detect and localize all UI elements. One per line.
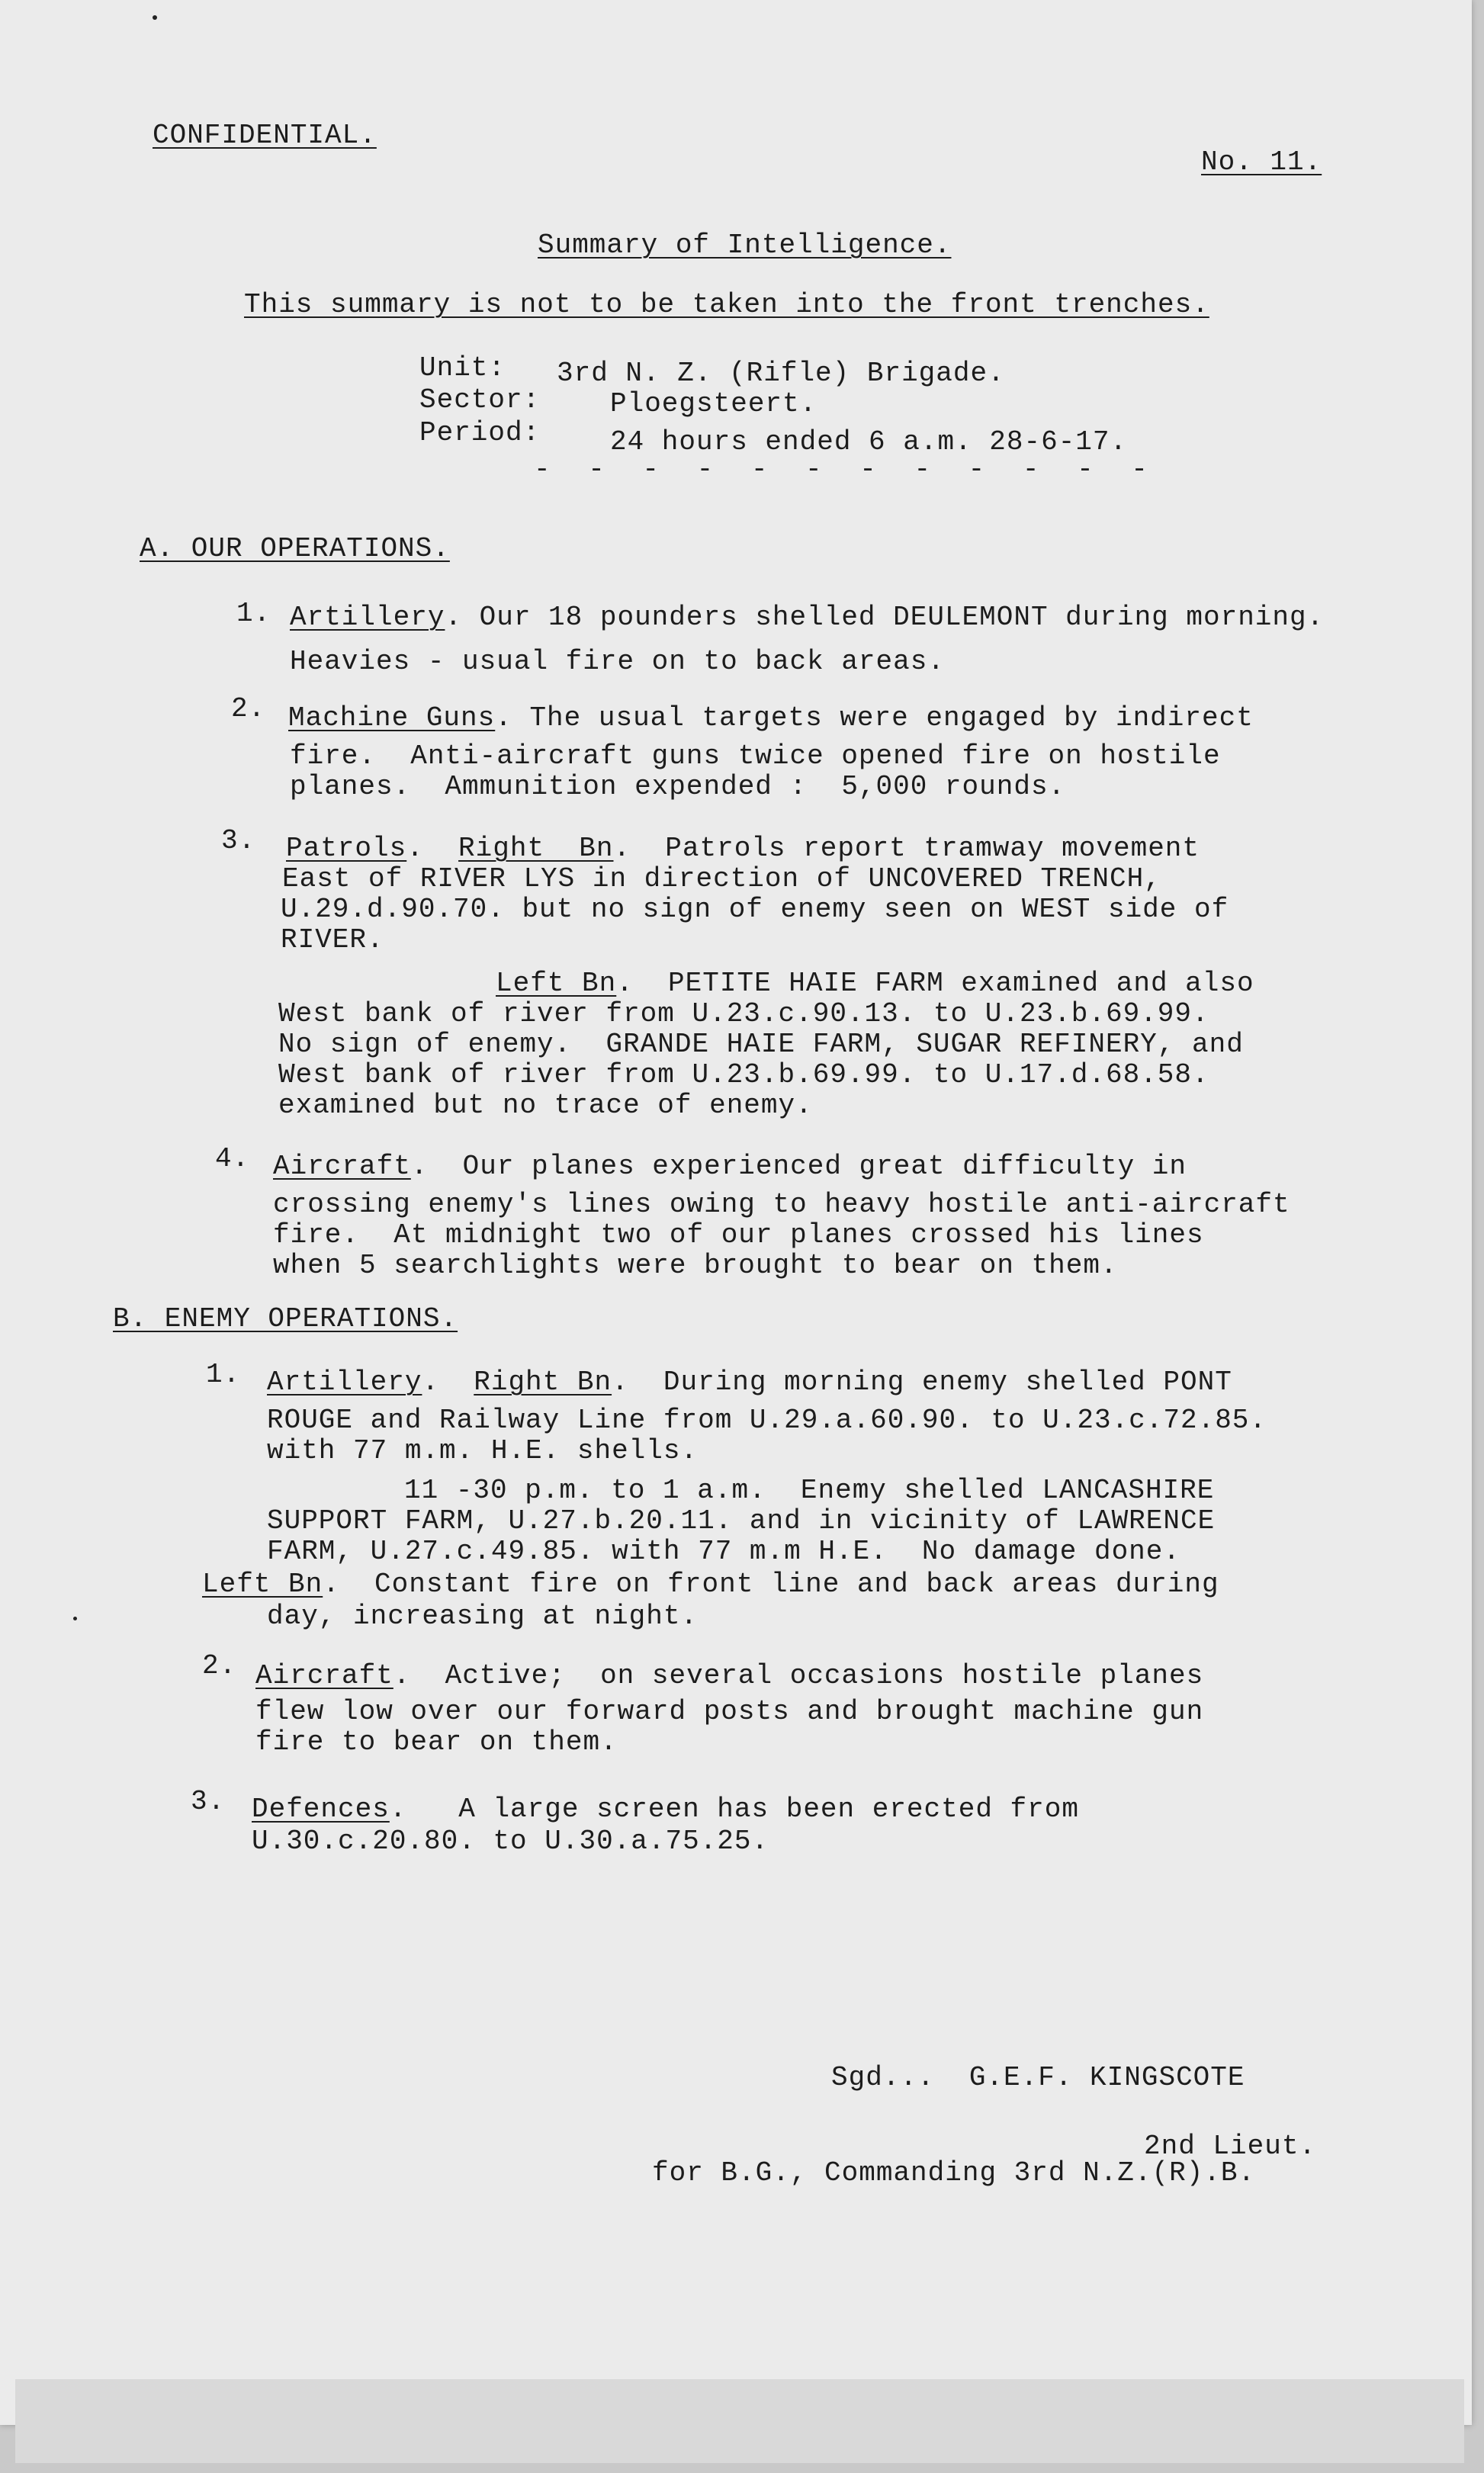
section-a-heading: A. OUR OPERATIONS. bbox=[140, 533, 450, 564]
item-number: 3. bbox=[221, 825, 256, 856]
item-line: ROUGE and Railway Line from U.29.a.60.90. to U.23.c.72.85. bbox=[267, 1405, 1267, 1436]
item-number: 1. bbox=[206, 1359, 241, 1390]
item-b2-text bbox=[255, 1661, 1203, 1691]
item-title: Artillery bbox=[267, 1367, 422, 1398]
item-title: Machine Guns bbox=[288, 702, 496, 734]
signature-line: Sgd... G.E.F. KINGSCOTE bbox=[831, 2062, 1245, 2093]
period-value: 24 hours ended 6 a.m. 28-6-17. bbox=[610, 426, 1128, 458]
item-b1-left-bn bbox=[202, 1569, 1219, 1600]
item-subtitle: Left Bn bbox=[496, 968, 617, 999]
item-line: crossing enemy's lines owing to heavy hostile anti-aircraft bbox=[273, 1189, 1290, 1220]
signature-rank: 2nd Lieut. bbox=[1144, 2131, 1317, 2162]
item-subtitle: Right Bn bbox=[474, 1367, 612, 1398]
item-line: U.29.d.90.70. but no sign of enemy seen on WEST side of bbox=[281, 894, 1229, 925]
item-line: flew low over our forward posts and brought machine gun bbox=[255, 1696, 1204, 1727]
item-line: when 5 searchlights were brought to bear on them. bbox=[273, 1250, 1118, 1281]
item-line: . Our 18 pounders shelled DEULEMONT during morning. bbox=[445, 602, 1325, 633]
item-line: West bank of river from U.23.b.69.99. to U.17.d.68.58. bbox=[278, 1059, 1209, 1090]
item-line: U.30.c.20.80. to U.30.a.75.25. bbox=[252, 1826, 769, 1857]
item-b3-text bbox=[252, 1794, 1079, 1825]
ink-speck bbox=[153, 15, 157, 20]
item-subtitle: Right Bn bbox=[458, 833, 614, 864]
item-line: . Constant fire on front line and back areas during bbox=[323, 1569, 1219, 1600]
sector-label: Sector: bbox=[419, 384, 541, 416]
item-a2-text bbox=[288, 703, 1254, 734]
item-title: Patrols bbox=[286, 833, 407, 864]
ink-speck bbox=[73, 1617, 77, 1620]
signature-for-line: for B.G., Commanding 3rd N.Z.(R).B. bbox=[652, 2157, 1256, 2189]
item-line: West bank of river from U.23.c.90.13. to U.23.b.69.99. bbox=[278, 998, 1209, 1029]
distribution-notice: This summary is not to be taken into the front trenches. bbox=[244, 289, 1209, 320]
item-line: . Patrols report tramway movement bbox=[613, 833, 1200, 864]
header-divider: - - - - - - - - - - - - bbox=[534, 454, 1158, 485]
period-label: Period: bbox=[419, 417, 541, 448]
item-line: . PETITE HAIE FARM examined and also bbox=[616, 968, 1254, 999]
item-b1-text: Artillery. Right Bn. During morning enemy shelled PONT bbox=[267, 1367, 1232, 1398]
item-line: . Our planes experienced great difficulty in bbox=[410, 1151, 1187, 1182]
item-line: fire. Anti-aircraft guns twice opened fire on hostile bbox=[290, 740, 1221, 772]
document-number: No. 11. bbox=[1201, 146, 1322, 178]
item-title: Aircraft bbox=[255, 1660, 393, 1691]
item-line: day, increasing at night. bbox=[267, 1601, 699, 1632]
document-title: Summary of Intelligence. bbox=[538, 230, 952, 261]
item-number: 2. bbox=[231, 693, 266, 724]
item-line: East of RIVER LYS in direction of UNCOVERED TRENCH, bbox=[282, 863, 1161, 894]
item-line: FARM, U.27.c.49.85. with 77 m.m H.E. No damage done. bbox=[267, 1536, 1180, 1567]
item-line: examined but no trace of enemy. bbox=[278, 1090, 813, 1121]
item-line: . A large screen has been erected from bbox=[389, 1794, 1079, 1825]
item-line: . During morning enemy shelled PONT bbox=[612, 1367, 1232, 1398]
underlying-page-edge bbox=[15, 2379, 1464, 2463]
item-number: 3. bbox=[191, 1786, 226, 1817]
sector-value: Ploegsteert. bbox=[610, 388, 817, 419]
item-subtitle: Left Bn bbox=[202, 1569, 323, 1600]
item-a4-text bbox=[273, 1151, 1187, 1182]
item-title: Artillery bbox=[290, 602, 445, 633]
item-line: . Active; on several occasions hostile planes bbox=[393, 1660, 1204, 1691]
item-number: 1. bbox=[236, 598, 271, 629]
section-b-heading: B. ENEMY OPERATIONS. bbox=[113, 1303, 458, 1334]
item-title: Defences bbox=[252, 1794, 390, 1825]
item-number: 2. bbox=[202, 1650, 237, 1681]
item-line: RIVER. bbox=[281, 924, 384, 955]
item-line: planes. Ammunition expended : 5,000 rounds. bbox=[290, 771, 1066, 802]
item-line: fire. At midnight two of our planes crossed his lines bbox=[273, 1219, 1204, 1251]
item-number: 4. bbox=[215, 1143, 250, 1174]
item-line: . The usual targets were engaged by indirect bbox=[495, 702, 1254, 734]
item-line: 11 -30 p.m. to 1 a.m. Enemy shelled LANCASHIRE bbox=[404, 1475, 1215, 1506]
item-line: Heavies - usual fire on to back areas. bbox=[290, 646, 945, 677]
item-title: Aircraft bbox=[273, 1151, 411, 1182]
item-line: with 77 m.m. H.E. shells. bbox=[267, 1435, 699, 1466]
item-a3-left-bn bbox=[496, 968, 1254, 999]
item-line: SUPPORT FARM, U.27.b.20.11. and in vicinity of LAWRENCE bbox=[267, 1505, 1216, 1537]
unit-label: Unit: bbox=[419, 352, 506, 384]
item-a3-text: Patrols. Right Bn. Patrols report tramway movement bbox=[286, 833, 1200, 864]
classification-label: CONFIDENTIAL. bbox=[153, 120, 377, 151]
item-line: No sign of enemy. GRANDE HAIE FARM, SUGAR REFINERY, and bbox=[278, 1029, 1244, 1060]
unit-value: 3rd N. Z. (Rifle) Brigade. bbox=[557, 358, 1005, 389]
item-a1-text bbox=[290, 602, 1324, 633]
item-line: fire to bear on them. bbox=[255, 1726, 618, 1758]
